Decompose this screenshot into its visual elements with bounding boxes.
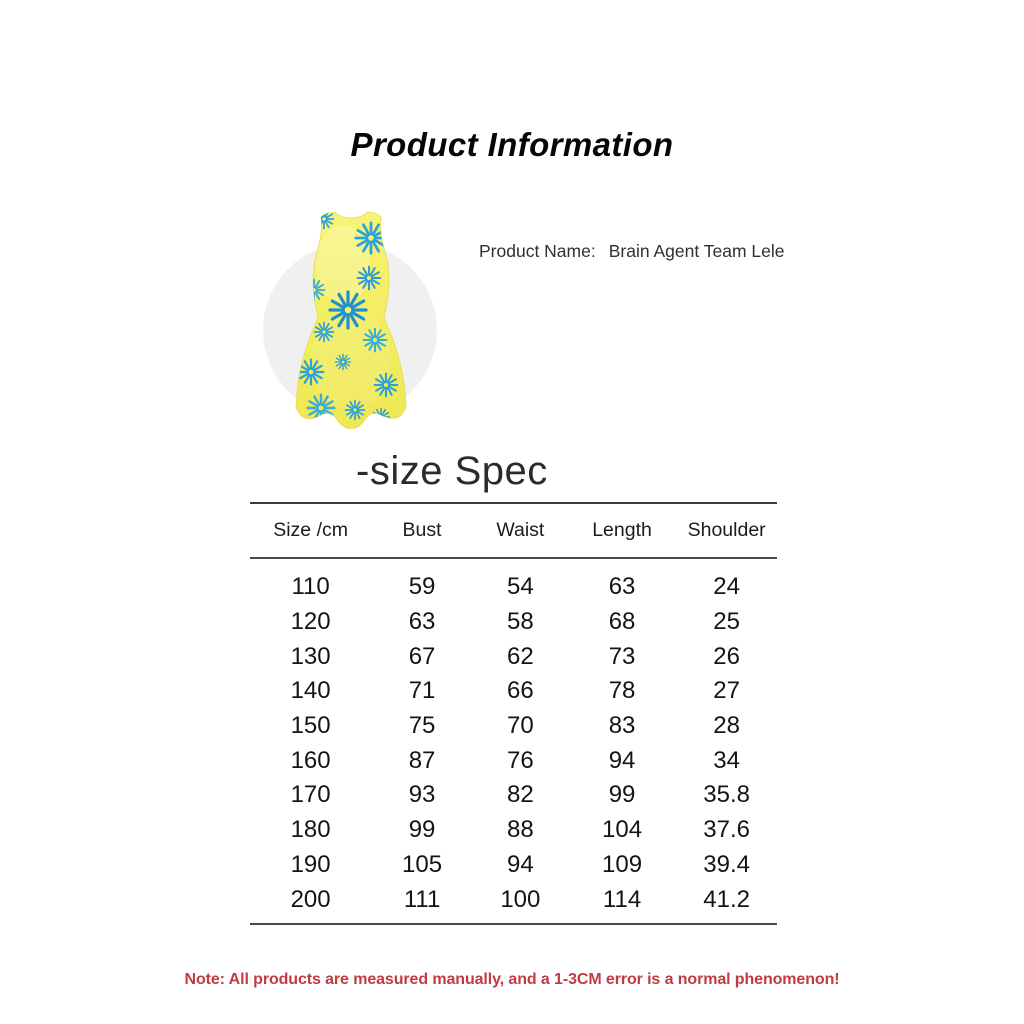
table-cell: 26 (713, 642, 740, 670)
product-name-label: Product Name: (479, 241, 596, 261)
table-cell: 99 (408, 816, 436, 844)
size-table-header (250, 502, 777, 559)
table-cell: 58 (506, 608, 534, 636)
table-cell: 25 (713, 608, 740, 636)
table-cell: 68 (608, 608, 636, 636)
table-cell: 27 (713, 677, 740, 705)
table-cell: 59 (408, 573, 436, 601)
table-row (250, 605, 777, 640)
table-cell: 39.4 (703, 850, 750, 878)
table-cell: 63 (608, 573, 636, 601)
table-cell: 67 (408, 642, 436, 670)
table-cell: 78 (608, 677, 636, 705)
table-row (250, 848, 777, 883)
table-row (250, 709, 777, 744)
table-cell: 170 (290, 781, 331, 809)
table-cell: 63 (408, 608, 436, 636)
page-title: Product Information (350, 126, 674, 163)
product-name-value: Brain Agent Team Lele (608, 241, 785, 261)
table-cell: 109 (602, 850, 643, 878)
table-row (250, 882, 777, 917)
table-cell: 73 (608, 642, 636, 670)
column-header: Size /cm (273, 519, 348, 541)
size-spec-heading: -size Spec (356, 449, 548, 493)
table-cell: 28 (713, 712, 740, 740)
table-cell: 66 (506, 677, 534, 705)
table-cell: 41.2 (703, 885, 750, 913)
table-cell: 93 (408, 781, 436, 809)
table-cell: 200 (290, 885, 331, 913)
table-cell: 94 (506, 850, 534, 878)
table-cell: 160 (290, 746, 331, 774)
table-cell: 150 (290, 712, 331, 740)
table-cell: 130 (290, 642, 331, 670)
table-cell: 75 (408, 712, 436, 740)
table-cell: 54 (506, 573, 534, 601)
table-cell: 94 (608, 746, 636, 774)
table-cell: 87 (408, 746, 436, 774)
column-header: Shoulder (687, 519, 766, 541)
column-header: Waist (496, 519, 545, 541)
table-cell: 190 (290, 850, 331, 878)
table-cell: 82 (506, 781, 534, 809)
table-cell: 111 (403, 885, 441, 913)
table-cell: 83 (608, 712, 636, 740)
table-cell: 88 (506, 816, 534, 844)
table-row (250, 778, 777, 813)
table-cell: 62 (506, 642, 534, 670)
table-row (250, 813, 777, 848)
table-row (250, 674, 777, 709)
table-cell: 70 (506, 712, 534, 740)
column-header: Bust (402, 519, 442, 541)
table-cell: 104 (602, 816, 643, 844)
measurement-note: Note: All products are measured manually, and a 1-3CM error is a normal phenomenon! (184, 971, 840, 988)
table-cell: 140 (290, 677, 331, 705)
table-cell: 100 (500, 885, 541, 913)
size-table (250, 502, 777, 925)
table-cell: 35.8 (703, 781, 750, 809)
table-cell: 99 (608, 781, 636, 809)
table-cell: 110 (291, 573, 330, 601)
size-table-body (250, 559, 777, 925)
table-cell: 76 (506, 746, 534, 774)
table-row (250, 743, 777, 778)
product-dress-image (291, 210, 411, 431)
table-cell: 71 (408, 677, 436, 705)
table-row (250, 570, 777, 605)
product-name-line (479, 241, 785, 262)
table-cell: 120 (290, 608, 331, 636)
column-header: Length (592, 519, 652, 541)
table-cell: 24 (713, 573, 740, 601)
table-cell: 180 (290, 816, 331, 844)
table-row (250, 639, 777, 674)
table-cell: 105 (402, 850, 443, 878)
table-cell: 34 (713, 746, 740, 774)
table-cell: 114 (602, 885, 642, 913)
table-cell: 37.6 (703, 816, 750, 844)
